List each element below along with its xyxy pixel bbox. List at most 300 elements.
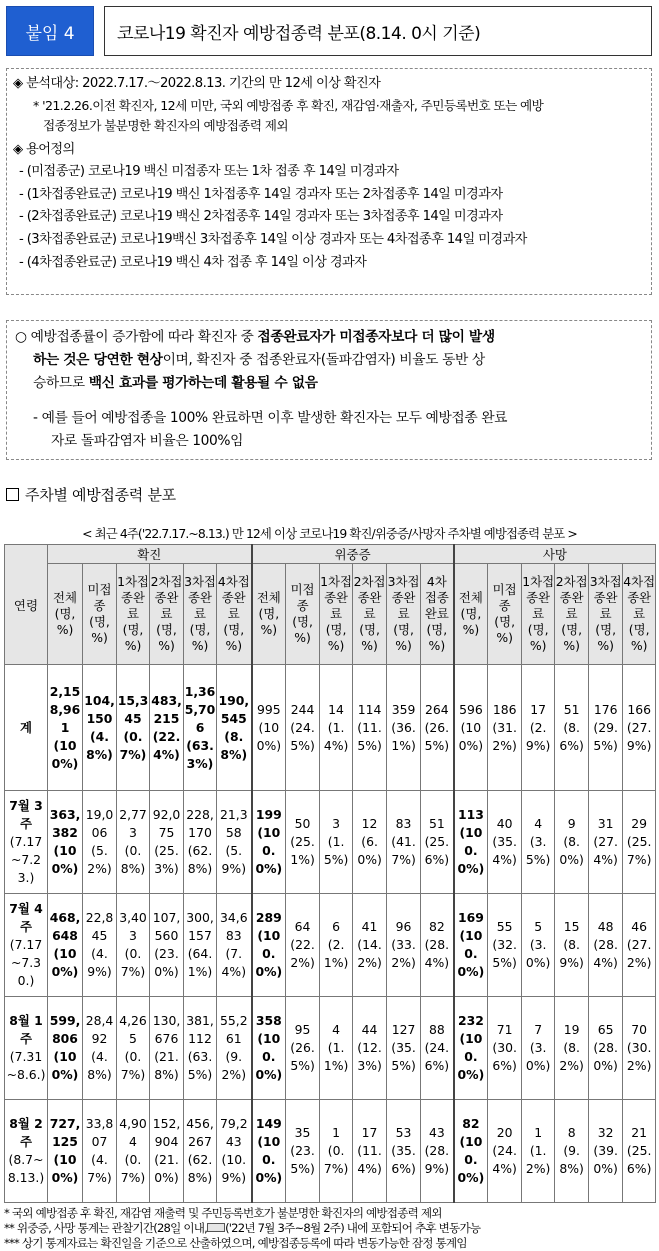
cell-count: 468,648 xyxy=(49,910,81,943)
footnote-2-text-cont: ('22년 7월 3주~8월 2주) 내에 포함되어 추후 변동가능 xyxy=(225,1221,481,1235)
subheader-unit: (명, %) xyxy=(393,622,414,653)
subheader-label: 전체 xyxy=(458,590,483,605)
table-cell xyxy=(83,665,117,791)
cell-percent: (63.5%) xyxy=(187,1049,213,1082)
table-row xyxy=(5,997,656,1100)
cell-count: 166 xyxy=(627,701,651,717)
subheader-unit: (명, %) xyxy=(223,622,245,653)
cell-count: 152,904 xyxy=(152,1116,181,1149)
row-label xyxy=(5,665,48,791)
table-cell xyxy=(48,791,83,894)
cell-percent: (62.8%) xyxy=(187,1152,213,1185)
cell-percent: (36.1%) xyxy=(391,719,416,753)
cell-count: 1 xyxy=(332,1125,340,1140)
table-cell xyxy=(488,1100,522,1203)
cell-count: 43 xyxy=(428,1125,445,1140)
table-cell xyxy=(217,791,252,894)
shaded-swatch-icon xyxy=(207,1223,225,1232)
cell-percent: (9.2%) xyxy=(221,1049,247,1082)
subheader-unit: (명, %) xyxy=(359,622,380,653)
definitions-box xyxy=(6,68,652,295)
cell-percent: (7.4%) xyxy=(221,946,247,979)
row-label-line: (8.7~8.13.) xyxy=(7,1152,45,1185)
subheader-cell xyxy=(286,564,320,665)
vaccination-table xyxy=(4,544,656,1203)
table-cell xyxy=(522,791,555,894)
table-cell xyxy=(217,665,252,791)
note-paragraph-line2 xyxy=(15,349,643,372)
table-cell xyxy=(83,1100,117,1203)
row-label xyxy=(5,997,48,1100)
cell-percent: (0.7%) xyxy=(120,1049,146,1082)
subheader-label: 2차접종완료 xyxy=(353,574,386,621)
cell-percent: (100%) xyxy=(51,843,79,876)
cell-count: 8 xyxy=(567,1125,576,1140)
subheader-label: 2차접종완료 xyxy=(150,574,183,621)
row-label xyxy=(5,1100,48,1203)
table-cell xyxy=(421,791,454,894)
cell-percent: (8.0%) xyxy=(559,834,584,867)
cell-count: 83 xyxy=(395,816,412,831)
row-label-line: 8월 1주 xyxy=(9,1013,43,1046)
table-cell xyxy=(353,665,387,791)
cell-percent: (100%) xyxy=(51,1049,79,1082)
cell-count: 35 xyxy=(294,1125,311,1140)
age-header: 연령 xyxy=(5,545,48,665)
table-cell xyxy=(488,665,522,791)
cell-percent: (100.0%) xyxy=(457,825,485,876)
cell-count: 2,773 xyxy=(119,807,147,840)
cell-percent: (100.0%) xyxy=(255,825,283,876)
cell-percent: (2.9%) xyxy=(525,719,551,753)
cell-percent: (28.0%) xyxy=(593,1040,618,1073)
subheader-unit: (명, %) xyxy=(527,622,549,653)
table-cell xyxy=(150,997,184,1100)
cell-count: 44 xyxy=(361,1022,378,1037)
subheader-cell xyxy=(353,564,387,665)
subheader-unit: (명, %) xyxy=(595,622,617,653)
table-cell xyxy=(48,1100,83,1203)
table-cell xyxy=(421,997,454,1100)
table-cell xyxy=(83,791,117,894)
attachment-badge: 붙임 4 xyxy=(6,6,94,56)
subheader-unit: (명, %) xyxy=(156,622,177,653)
cell-count: 127 xyxy=(391,1022,416,1037)
cell-count: 596 xyxy=(459,701,483,717)
subheader-cell xyxy=(320,564,353,665)
cell-count: 3 xyxy=(332,816,340,831)
cell-count: 19 xyxy=(563,1022,580,1037)
cell-percent: (32.5%) xyxy=(492,937,517,970)
table-cell xyxy=(286,1100,320,1203)
table-cell xyxy=(83,894,117,997)
cell-count: 96 xyxy=(395,919,412,934)
cell-count: 48 xyxy=(597,919,614,934)
cell-percent: (3.5%) xyxy=(525,834,551,867)
subheader-unit: (명, %) xyxy=(258,606,280,637)
cell-count: 50 xyxy=(294,816,311,831)
cell-count: 190,545 xyxy=(218,692,250,726)
cell-percent: (100.0%) xyxy=(255,928,283,979)
row-label xyxy=(5,791,48,894)
cell-percent: (9.8%) xyxy=(559,1143,584,1176)
cell-count: 55,261 xyxy=(219,1013,248,1046)
cell-percent: (24.5%) xyxy=(290,719,315,753)
table-cell xyxy=(150,791,184,894)
subheader-label: 전체 xyxy=(256,590,281,605)
cell-percent: (62.8%) xyxy=(187,843,213,876)
cell-count: 17 xyxy=(361,1125,378,1140)
table-caption: < 최근 4주('22.7.17.~8.13.) 만 12세 이상 코로나19 확진/위중증/사망자 주차별 예방접종력 분포 > xyxy=(82,526,577,541)
cell-percent: (22.2%) xyxy=(290,937,315,970)
table-cell xyxy=(421,665,454,791)
table-cell xyxy=(555,894,589,997)
cell-count: 65 xyxy=(597,1022,614,1037)
subheader-row xyxy=(5,564,656,665)
subheader-unit: (명, %) xyxy=(292,614,313,645)
cell-percent: (25.6%) xyxy=(626,1143,652,1176)
cell-percent: (8.9%) xyxy=(559,937,584,970)
cell-percent: (100%) xyxy=(256,719,282,753)
table-cell xyxy=(623,665,656,791)
subheader-unit: (명, %) xyxy=(494,614,516,645)
cell-count: 264 xyxy=(425,701,449,717)
cell-count: 64 xyxy=(294,919,311,934)
subheader-cell xyxy=(252,564,286,665)
cell-percent: (22.4%) xyxy=(152,728,181,762)
subheader-unit: (명, %) xyxy=(628,622,650,653)
cell-percent: (35.5%) xyxy=(391,1040,416,1073)
table-cell xyxy=(217,894,252,997)
cell-percent: (28.4%) xyxy=(424,937,450,970)
table-cell xyxy=(48,997,83,1100)
cell-percent: (0.7%) xyxy=(120,1152,146,1185)
table-cell xyxy=(589,894,623,997)
table-cell xyxy=(488,894,522,997)
cell-percent: (21.0%) xyxy=(154,1152,179,1185)
cell-count: 9 xyxy=(567,816,576,831)
subheader-cell xyxy=(454,564,488,665)
subheader-label: 미접종 xyxy=(290,582,315,613)
cell-percent: (8.8%) xyxy=(220,728,248,762)
table-cell xyxy=(454,997,488,1100)
table-cell xyxy=(387,791,421,894)
table-cell xyxy=(421,1100,454,1203)
cell-count: 22,845 xyxy=(85,910,114,943)
table-cell xyxy=(286,791,320,894)
cell-percent: (5.2%) xyxy=(87,843,112,876)
cell-percent: (4.8%) xyxy=(86,728,113,762)
subheader-label: 1차접종완료 xyxy=(320,574,352,621)
table-cell xyxy=(117,894,150,997)
subheader-label: 3차접종완료 xyxy=(184,574,216,621)
subheader-label: 2차접종완료 xyxy=(555,574,588,621)
group-header-severe: 위중증 xyxy=(252,545,454,564)
cell-count: 20 xyxy=(496,1125,513,1140)
table-row xyxy=(5,791,656,894)
note-bold: 백신 효과를 평가하는데 활용될 수 없음 xyxy=(88,375,318,391)
cell-count: 244 xyxy=(290,701,315,717)
table-cell xyxy=(217,1100,252,1203)
cell-count: 15 xyxy=(563,919,580,934)
cell-count: 363,382 xyxy=(49,807,81,840)
cell-count: 55 xyxy=(496,919,513,934)
cell-count: 51 xyxy=(428,816,445,831)
cell-count: 1 xyxy=(534,1125,543,1140)
row-label-line: (7.17~7.30.) xyxy=(9,937,43,988)
cell-count: 289 xyxy=(255,910,282,925)
table-cell xyxy=(454,1100,488,1203)
table-cell xyxy=(117,997,150,1100)
cell-count: 32 xyxy=(597,1125,614,1140)
subheader-cell xyxy=(117,564,150,665)
cell-count: 71 xyxy=(496,1022,513,1037)
table-cell xyxy=(421,894,454,997)
table-cell xyxy=(387,1100,421,1203)
cell-count: 79,243 xyxy=(219,1116,248,1149)
page-title: 코로나19 확진자 예방접종력 분포(8.14. 0시 기준) xyxy=(104,6,652,56)
cell-percent: (100.0%) xyxy=(457,1031,485,1082)
table-cell xyxy=(488,997,522,1100)
table-cell xyxy=(522,665,555,791)
cell-percent: (27.9%) xyxy=(626,719,652,753)
subheader-label: 1차접종완료 xyxy=(522,574,555,621)
cell-percent: (6.0%) xyxy=(357,834,382,867)
table-cell xyxy=(252,1100,286,1203)
cell-percent: (27.4%) xyxy=(593,834,618,867)
table-cell xyxy=(150,665,184,791)
row-label-line: 8월 2주 xyxy=(9,1116,43,1149)
table-row xyxy=(5,894,656,997)
subheader-unit: (명, %) xyxy=(426,622,448,653)
footnote-2-text: ** 위중증, 사망 통계는 관찰기간(28일 이내, xyxy=(4,1221,208,1235)
cell-count: 82 xyxy=(428,919,445,934)
cell-count: 17 xyxy=(530,701,547,717)
cell-count: 40 xyxy=(496,816,513,831)
table-cell xyxy=(252,997,286,1100)
cell-count: 82 xyxy=(462,1116,480,1131)
subheader-cell xyxy=(421,564,454,665)
table-cell xyxy=(320,1100,353,1203)
cell-percent: (2.1%) xyxy=(323,937,349,970)
table-cell xyxy=(387,894,421,997)
cell-count: 34,683 xyxy=(219,910,248,943)
cell-count: 1,365,706 xyxy=(184,683,216,735)
table-cell xyxy=(387,665,421,791)
cell-percent: (1.1%) xyxy=(323,1040,349,1073)
cell-count: 169 xyxy=(457,910,484,925)
note-example-cont: 자로 돌파감염자 비율은 100%임 xyxy=(51,433,244,449)
cell-count: 51 xyxy=(563,701,580,717)
table-cell xyxy=(555,997,589,1100)
table-cell xyxy=(150,894,184,997)
table-row xyxy=(5,665,656,791)
note-text: 이며, 확진자 중 접종완료자(돌파감염자) 비율도 동반 상 xyxy=(162,352,485,368)
cell-percent: (1.2%) xyxy=(525,1143,551,1176)
cell-percent: (1.5%) xyxy=(323,834,349,867)
cell-count: 149 xyxy=(255,1116,282,1131)
cell-percent: (4.9%) xyxy=(87,946,112,979)
cell-percent: (63.3%) xyxy=(186,737,214,771)
table-cell xyxy=(589,791,623,894)
table-cell xyxy=(555,665,589,791)
subheader-label: 4차접종완료 xyxy=(424,574,449,621)
cell-percent: (100.0%) xyxy=(457,1134,485,1185)
cell-percent: (28.9%) xyxy=(424,1143,450,1176)
subheader-cell xyxy=(150,564,184,665)
section-title: 주차별 예방접종력 분포 xyxy=(25,486,176,504)
cell-count: 358 xyxy=(255,1013,282,1028)
cell-percent: (100%) xyxy=(51,1152,79,1185)
terms-label: ◈ 용어정의 xyxy=(13,141,75,157)
table-cell xyxy=(353,997,387,1100)
cell-count: 21 xyxy=(631,1125,648,1140)
cell-percent: (10.9%) xyxy=(221,1152,247,1185)
footnote-2 xyxy=(4,1221,655,1236)
table-cell xyxy=(353,1100,387,1203)
cell-count: 4 xyxy=(534,816,543,831)
cell-percent: (33.2%) xyxy=(391,937,416,970)
header xyxy=(6,6,652,58)
table-cell xyxy=(522,1100,555,1203)
subheader-label: 4차접종완료 xyxy=(217,574,250,621)
cell-percent: (0.7%) xyxy=(119,728,147,762)
cell-count: 107,560 xyxy=(152,910,181,943)
table-cell xyxy=(320,997,353,1100)
subheader-label: 미접종 xyxy=(492,582,517,613)
table-cell xyxy=(488,791,522,894)
subheader-label: 1차접종완료 xyxy=(117,574,149,621)
cell-percent: (4.8%) xyxy=(87,1049,112,1082)
cell-count: 15,345 xyxy=(117,692,149,726)
cell-count: 92,075 xyxy=(152,807,181,840)
cell-percent: (11.4%) xyxy=(357,1143,382,1176)
cell-count: 33,807 xyxy=(85,1116,114,1149)
cell-percent: (23.5%) xyxy=(290,1143,315,1176)
note-bold: 하는 것은 당연한 현상 xyxy=(33,352,163,368)
cell-percent: (100.0%) xyxy=(457,928,485,979)
row-label-line: 7월 4주 xyxy=(9,901,43,934)
cell-percent: (3.0%) xyxy=(525,937,551,970)
subheader-label: 3차접종완료 xyxy=(387,574,420,621)
cell-count: 29 xyxy=(631,816,648,831)
subheader-cell xyxy=(522,564,555,665)
table-cell xyxy=(555,1100,589,1203)
table-cell xyxy=(184,665,217,791)
footnote-3: *** 상기 통계자료는 확진일을 기준으로 산출하였으며, 예방접종등록에 따라 변동가능한 잠정 통계임 xyxy=(4,1236,467,1250)
subheader-cell xyxy=(387,564,421,665)
table-cell xyxy=(522,997,555,1100)
cell-percent: (25.7%) xyxy=(626,834,652,867)
cell-percent: (25.1%) xyxy=(290,834,315,867)
row-label xyxy=(5,894,48,997)
cell-count: 381,112 xyxy=(186,1013,214,1046)
cell-count: 232 xyxy=(457,1013,484,1028)
scope-label: ◈ 분석대상: 2022.7.17.～2022.8.13. 기간의 만 12세 이상 확진자 xyxy=(13,76,381,91)
cell-percent: (27.2%) xyxy=(626,937,652,970)
table-cell xyxy=(286,997,320,1100)
cell-percent: (41.7%) xyxy=(391,834,416,867)
cell-percent: (100%) xyxy=(51,737,79,771)
note-text: ○ 예방접종률이 증가함에 따라 확진자 중 xyxy=(15,329,258,345)
cell-percent: (35.4%) xyxy=(492,834,517,867)
cell-percent: (26.5%) xyxy=(290,1040,315,1073)
cell-count: 483,215 xyxy=(151,692,182,726)
cell-percent: (0.8%) xyxy=(120,843,146,876)
term-item: - (4차접종완료군) 코로나19 백신 4차 접종 후 14일 이상 경과자 xyxy=(19,254,367,270)
scope-note: * '21.2.26.이전 확진자, 12세 미만, 국외 예방접종 후 확진, 재감염·재출자, 주민등록번호 또는 예방 xyxy=(33,97,544,113)
subheader-cell xyxy=(589,564,623,665)
cell-percent: (64.1%) xyxy=(187,946,213,979)
term-item: - (2차접종완료군) 코로나19 백신 2차접종후 14일 경과자 또는 3차접종후 14일 미경과자 xyxy=(19,209,503,225)
cell-percent: (8.2%) xyxy=(559,1040,584,1073)
subheader-unit: (명, %) xyxy=(189,622,211,653)
table-cell xyxy=(589,665,623,791)
cell-count: 113 xyxy=(457,807,484,822)
table-cell xyxy=(286,894,320,997)
cell-percent: (30.2%) xyxy=(626,1040,652,1073)
table-cell xyxy=(623,1100,656,1203)
table-row xyxy=(5,1100,656,1203)
table-cell xyxy=(252,665,286,791)
cell-count: 359 xyxy=(391,701,416,717)
table-cell xyxy=(387,997,421,1100)
cell-percent: (0.7%) xyxy=(323,1143,349,1176)
cell-percent: (3.0%) xyxy=(525,1040,551,1073)
table-cell xyxy=(454,894,488,997)
cell-count: 46 xyxy=(631,919,648,934)
cell-count: 31 xyxy=(597,816,614,831)
table-cell xyxy=(522,894,555,997)
cell-count: 53 xyxy=(395,1125,412,1140)
subheader-label: 미접종 xyxy=(87,582,112,613)
section-heading xyxy=(6,484,176,505)
table-cell xyxy=(286,665,320,791)
cell-count: 114 xyxy=(357,701,382,717)
cell-percent: (100%) xyxy=(458,719,484,753)
table-cell xyxy=(117,791,150,894)
subheader-unit: (명, %) xyxy=(460,606,482,637)
note-box xyxy=(6,320,652,460)
cell-percent: (31.2%) xyxy=(492,719,517,753)
checkbox-square-icon xyxy=(6,488,19,501)
cell-count: 599,806 xyxy=(49,1013,81,1046)
subheader-unit: (명, %) xyxy=(561,622,583,653)
table-cell xyxy=(623,997,656,1100)
table-cell xyxy=(83,997,117,1100)
cell-count: 228,170 xyxy=(186,807,214,840)
table-cell xyxy=(252,894,286,997)
table-body xyxy=(5,665,656,1203)
cell-count: 6 xyxy=(332,919,340,934)
cell-percent: (30.6%) xyxy=(492,1040,517,1073)
cell-percent: (4.7%) xyxy=(87,1152,112,1185)
term-item: - (3차접종완료군) 코로나19백신 3차접종후 14일 이상 경과자 또는 4차접종후 14일 미경과자 xyxy=(19,231,527,247)
row-label-line: (7.17~7.23.) xyxy=(9,834,43,885)
subheader-unit: (명, %) xyxy=(325,622,347,653)
table-cell xyxy=(454,665,488,791)
subheader-unit: (명, %) xyxy=(122,622,144,653)
cell-percent: (24.4%) xyxy=(492,1143,517,1176)
group-header-confirmed: 확진 xyxy=(48,545,252,564)
table-cell xyxy=(48,894,83,997)
footnotes xyxy=(4,1206,655,1251)
cell-percent: (26.5%) xyxy=(424,719,450,753)
cell-count: 19,006 xyxy=(85,807,114,840)
cell-percent: (5.9%) xyxy=(221,843,247,876)
cell-count: 300,157 xyxy=(186,910,214,943)
cell-percent: (25.6%) xyxy=(424,834,450,867)
